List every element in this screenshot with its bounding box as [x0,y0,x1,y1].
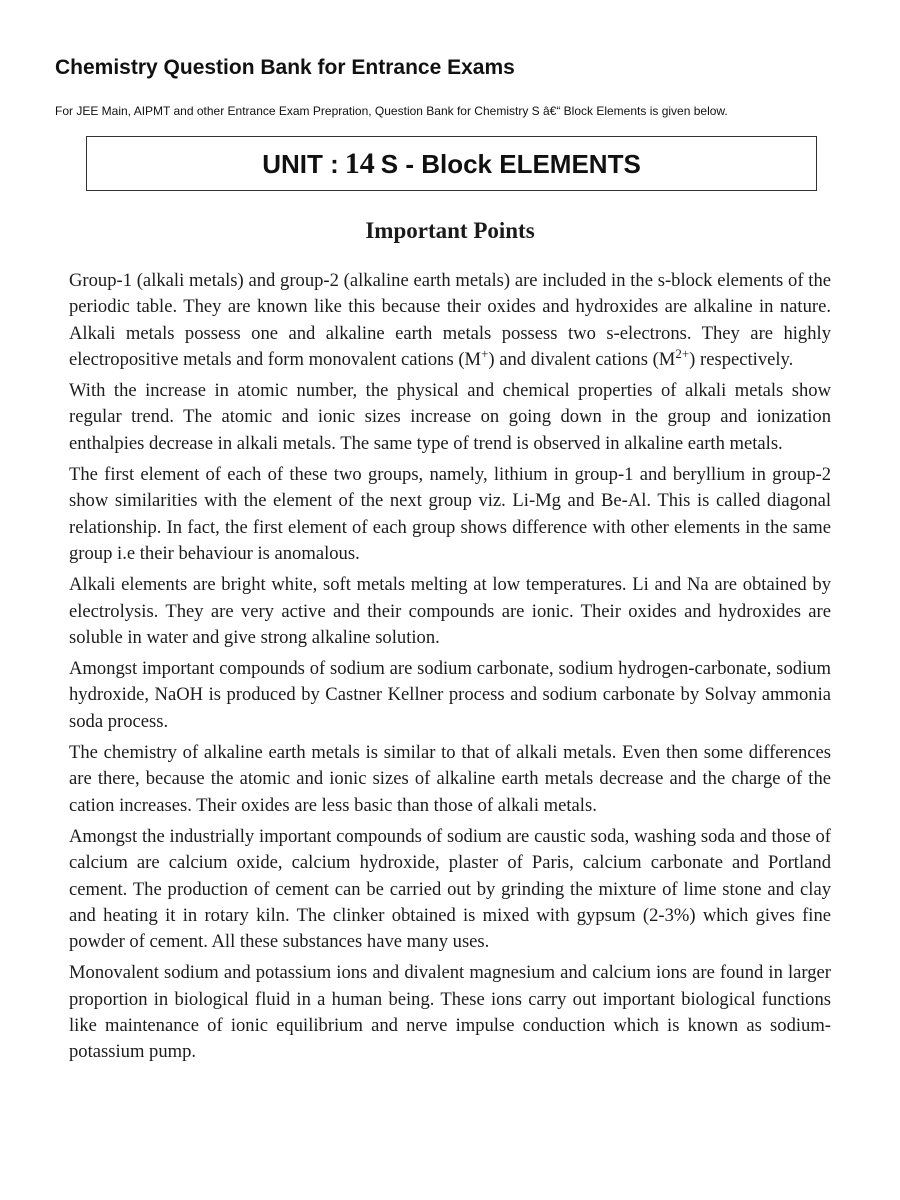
paragraph-sodium-compounds: Amongst important compounds of sodium are sodium carbonate, sodium hydrogen-carbonate, sodium hydroxide, NaOH is produced by Castner Kellner process and sodium carbonate by Solvay ammonia soda process. [69,658,831,732]
section-heading: Important Points [365,218,535,243]
p1-superscript-plus: + [481,345,489,361]
paragraph-s-block-intro [69,268,831,373]
unit-number: 14 [344,146,375,180]
page-title: Chemistry Question Bank for Entrance Exams [55,56,515,79]
paragraph-trends: With the increase in atomic number, the physical and chemical properties of alkali metals show regular trend. The atomic and ionic sizes increase on going down in the group and ionization enthalpies decrease in alkali metals. The same type of trend is observed in alkaline earth metals. [69,380,831,454]
paragraph-alkali-properties: Alkali elements are bright white, soft metals melting at low temperatures. Li and Na are obtained by electrolysis. They are very active and their compounds are ionic. Their oxides and hydroxides are soluble in water and give strong alkaline solution. [69,574,831,648]
unit-prefix: UNIT : [262,148,339,179]
unit-title-box [86,136,817,191]
paragraph-industrial-compounds: Amongst the industrially important compounds of sodium are caustic soda, washing soda and those of calcium are calcium oxide, calcium hydroxide, plaster of Paris, calcium carbonate and Portland cement. The production of cement can be carried out by grinding the mixture of lime stone and clay and heating it in rotary kiln. The clinker obtained is mixed with gypsum (2-3%) which gives fine powder of cement. All these substances have many uses. [69,825,831,953]
p1-text: Group-1 (alkali metals) and group-2 (alkaline earth metals) are included in the s-block elements of the periodic table. They are known like this because their oxides and hydroxides are alkaline in nature. Alkali metals possess one and alkaline earth metals possess two s-electrons. They are highly electropositive metals and form monovalent cations (M [69,270,831,370]
page-subtitle: For JEE Main, AIPMT and other Entrance Exam Prepration, Question Bank for Chemistry S â€“ Block Elements is given below. [55,104,728,118]
p1-end: ) respectively. [689,348,794,370]
unit-name: S - Block ELEMENTS [380,148,641,179]
paragraph-alkaline-earth: The chemistry of alkaline earth metals is similar to that of alkali metals. Even then some differences are there, because the atomic and ionic sizes of alkaline earth metals decrease and the charge of the cation increases. Their oxides are less basic than those of alkali metals. [69,742,831,816]
paragraph-diagonal-relationship: The first element of each of these two groups, namely, lithium in group-1 and beryllium in group-2 show similarities with the element of the next group viz. Li-Mg and Be-Al. This is called diagonal relationship. In fact, the first element of each group shows difference with other elements in the same group i.e their behaviour is anomalous. [69,464,831,564]
important-points-body [69,268,831,1156]
unit-title [262,147,641,181]
p1-superscript-2plus: 2+ [675,345,690,361]
paragraph-biological-role: Monovalent sodium and potassium ions and divalent magnesium and calcium ions are found in larger proportion in biological fluid in a human being. These ions carry out important biological functions like maintenance of ionic equilibrium and nerve impulse conduction which is known as sodium-potassium pump. [69,962,831,1063]
p1-mid: ) and divalent cations (M [488,348,676,370]
